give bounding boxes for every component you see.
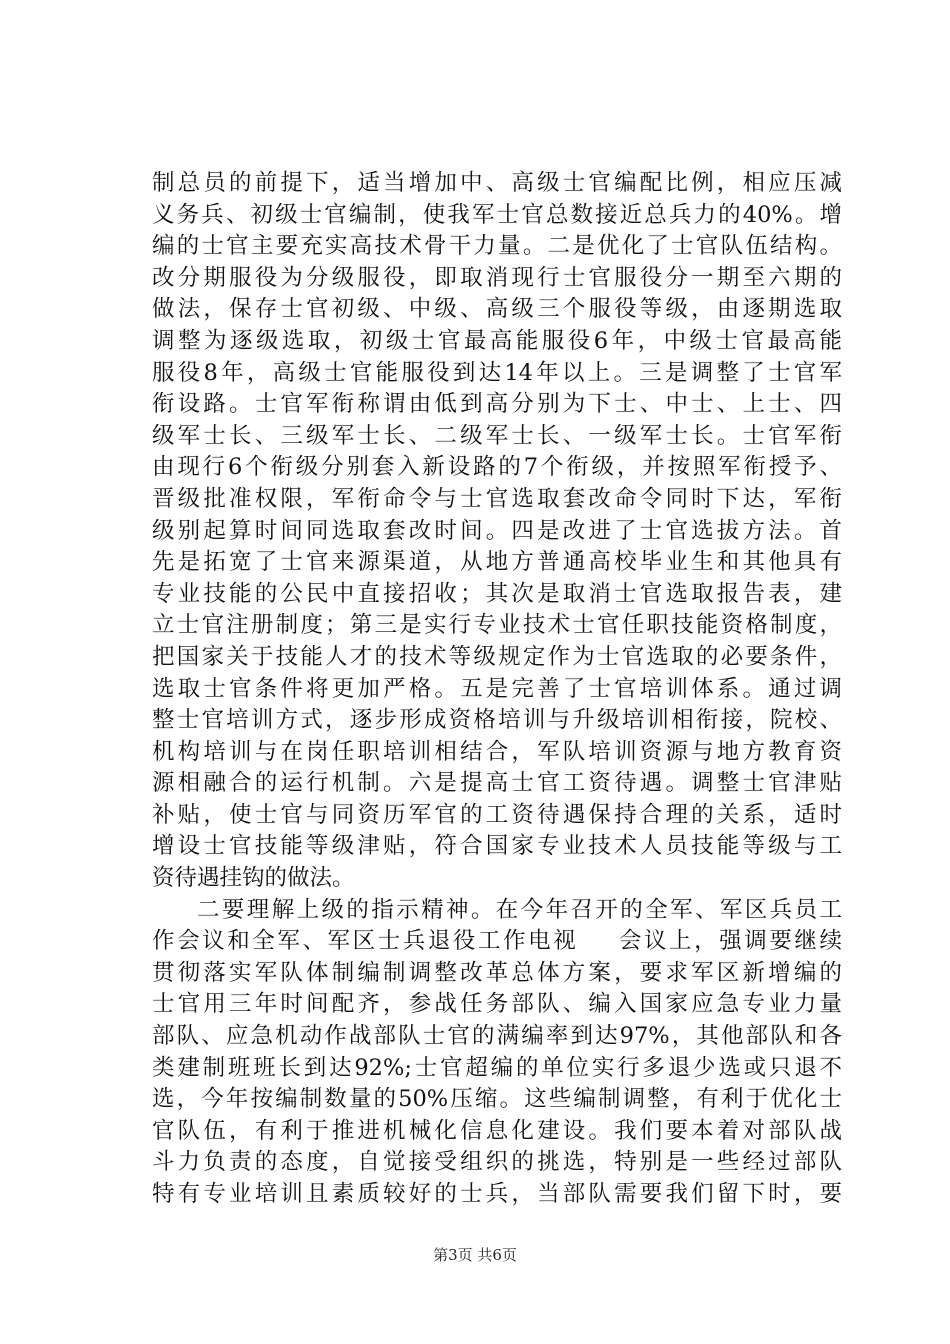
text-line: 机构培训与在岗任职培训相结合，军队培训资源与地方教育资 bbox=[152, 738, 842, 765]
text-line: 晋级批准权限，军衔命令与士官选取套改命令同时下达，军衔 bbox=[152, 485, 842, 512]
text-line: 选，今年按编制数量的50%压缩。这些编制调整，有利于优化士 bbox=[152, 1086, 842, 1113]
text-line: 调整为逐级选取，初级士官最高能服役6年，中级士官最高能 bbox=[152, 327, 842, 354]
text-line: 级军士长、三级军士长、二级军士长、一级军士长。士官军衔 bbox=[152, 422, 842, 449]
text-line: 部队、应急机动作战部队士官的满编率到达97%，其他部队和各 bbox=[152, 1023, 842, 1050]
text-line: 源相融合的运行机制。六是提高士官工资待遇。调整士官津贴 bbox=[152, 770, 842, 797]
text-line: 专业技能的公民中直接招收；其次是取消士官选取报告表，建 bbox=[152, 580, 842, 607]
text-line: 衔设路。士官军衔称谓由低到高分别为下士、中士、上士、四 bbox=[152, 391, 842, 418]
text-line: 制总员的前提下，适当增加中、高级士官编配比例，相应压减 bbox=[152, 170, 842, 196]
text-line: 编的士官主要充实高技术骨干力量。二是优化了士官队伍结构。 bbox=[152, 233, 842, 260]
text-line: 补贴，使士官与同资历军官的工资待遇保持合理的关系，适时 bbox=[152, 801, 842, 828]
text-line: 改分期服役为分级服役，即取消现行士官服役分一期至六期的 bbox=[152, 264, 842, 291]
text-line: 官队伍，有利于推进机械化信息化建设。我们要本着对部队战 bbox=[152, 1117, 842, 1144]
text-segment: 会议上，强调要继续 bbox=[616, 928, 842, 955]
text-line-paragraph-end: 资待遇挂钩的做法。 bbox=[152, 865, 355, 892]
paragraph-2-line-with-gap bbox=[152, 926, 842, 958]
text-line: 类建制班班长到达92%;士官超编的单位实行多退少选或只退不 bbox=[152, 1054, 842, 1081]
text-line: 先是拓宽了士官来源渠道，从地方普通高校毕业生和其他具有 bbox=[152, 549, 842, 576]
text-line: 增设士官技能等级津贴，符合国家专业技术人员技能等级与工 bbox=[152, 833, 842, 860]
text-line: 特有专业培训且素质较好的士兵，当部队需要我们留下时，要 bbox=[152, 1181, 842, 1207]
document-body bbox=[152, 168, 842, 1211]
paragraph-2-first-line: 二要理解上级的指示精神。在今年召开的全军、军区兵员工 bbox=[197, 896, 842, 923]
text-line: 做法，保存士官初级、中级、高级三个服役等级，由逐期选取 bbox=[152, 296, 842, 323]
text-line: 级别起算时间同选取套改时间。四是改进了士官选拔方法。首 bbox=[152, 517, 842, 544]
text-line: 选取士官条件将更加严格。五是完善了士官培训体系。通过调 bbox=[152, 675, 842, 702]
text-line: 把国家关于技能人才的技术等级规定作为士官选取的必要条件， bbox=[152, 643, 842, 670]
text-line: 士官用三年时间配齐，参战任务部队、编入国家应急专业力量 bbox=[152, 991, 842, 1018]
text-line: 服役8年，高级士官能服役到达14年以上。三是调整了士官军 bbox=[152, 359, 842, 386]
text-line: 斗力负责的态度，自觉接受组织的挑选，特别是一些经过部队 bbox=[152, 1149, 842, 1176]
text-line: 由现行6个衔级分别套入新设路的7个衔级，并按照军衔授予、 bbox=[152, 454, 842, 481]
text-segment: 作会议和全军、军区士兵退役工作电视 bbox=[152, 928, 579, 955]
text-line: 立士官注册制度；第三是实行专业技术士官任职技能资格制度， bbox=[152, 612, 842, 639]
text-line: 贯彻落实军队体制编制调整改革总体方案，要求军区新增编的 bbox=[152, 959, 842, 986]
page-number-footer: 第3页 共6页 bbox=[433, 1246, 517, 1264]
text-line: 整士官培训方式，逐步形成资格培训与升级培训相衔接，院校、 bbox=[152, 707, 842, 734]
text-line: 义务兵、初级士官编制，使我军士官总数接近总兵力的40%。增 bbox=[152, 201, 842, 228]
